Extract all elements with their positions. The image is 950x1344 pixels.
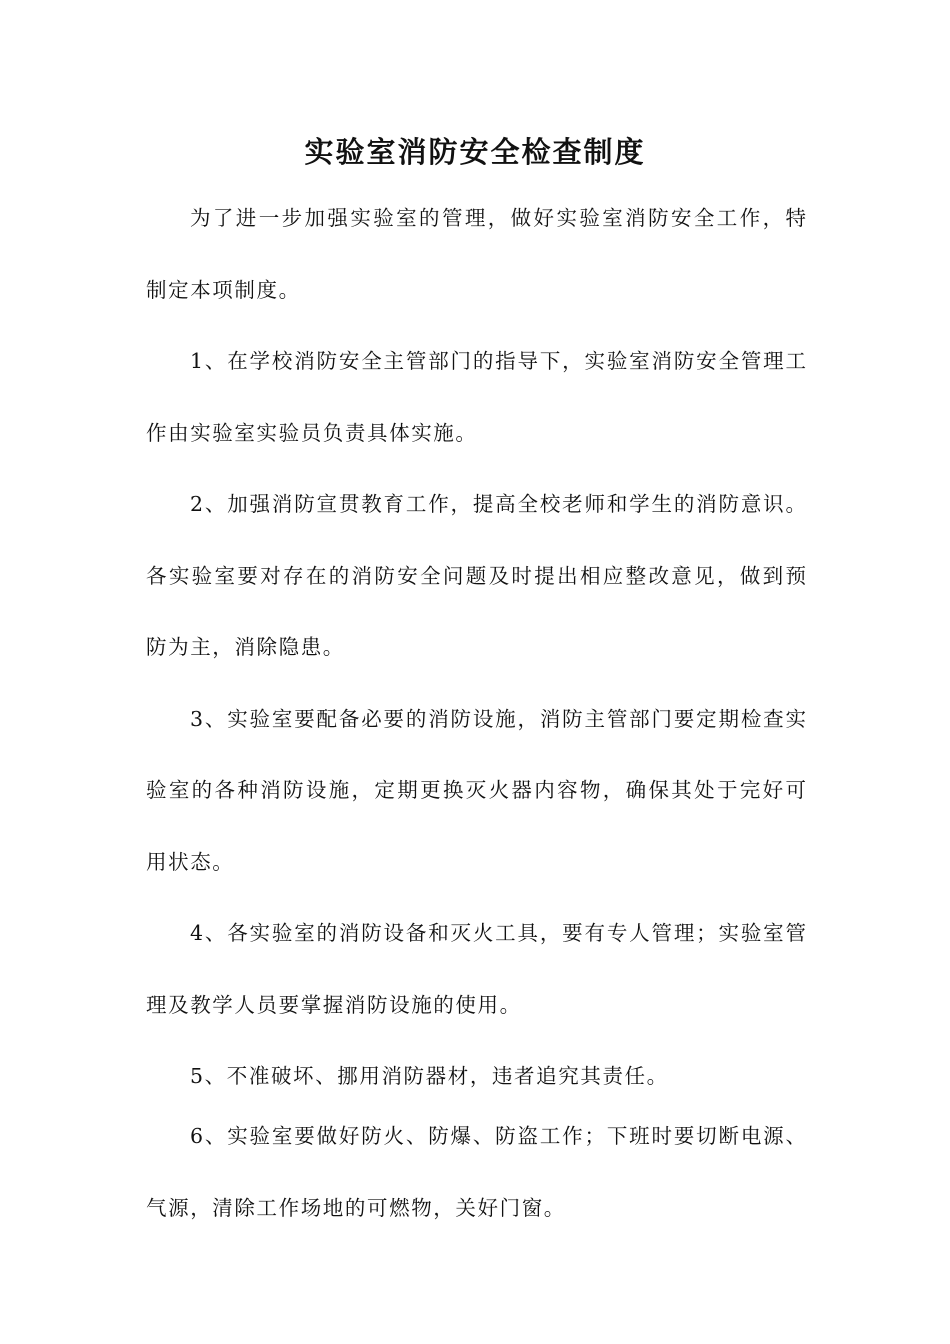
intro-paragraph (146, 201, 806, 344)
document-title: 实验室消防安全检查制度 (304, 135, 646, 169)
item-1-line-2: 作由实验室实验员负责具体实施。 (146, 420, 478, 445)
item-1-line-1: 1、在学校消防安全主管部门的指导下，实验室消防安全管理工 (190, 349, 806, 373)
document-body (146, 201, 806, 1262)
item-3-line-2: 验室的各种消防设施，定期更换灭火器内容物，确保其处于完好可 (146, 778, 806, 802)
item-6-paragraph (146, 1119, 806, 1262)
item-3-line-3: 用状态。 (146, 849, 235, 874)
item-6-line-1: 6、实验室要做好防火、防爆、防盗工作；下班时要切断电源、 (190, 1124, 806, 1148)
item-4-paragraph (146, 916, 806, 1059)
item-1-paragraph (146, 344, 806, 487)
item-4-line-1: 4、各实验室的消防设备和灭火工具，要有专人管理；实验室管 (190, 921, 806, 945)
intro-line-1: 为了进一步加强实验室的管理，做好实验室消防安全工作，特 (190, 206, 806, 230)
item-6-line-2: 气源，清除工作场地的可燃物，关好门窗。 (146, 1195, 566, 1220)
item-2-line-1: 2、加强消防宣贯教育工作，提高全校老师和学生的消防意识。 (190, 492, 806, 516)
item-3-paragraph (146, 702, 806, 917)
item-2-line-2: 各实验室要对存在的消防安全问题及时提出相应整改意见，做到预 (146, 563, 806, 588)
item-3-line-1: 3、实验室要配备必要的消防设施，消防主管部门要定期检查实 (190, 706, 806, 731)
item-5-line-1: 5、不准破坏、挪用消防器材，违者追究其责任。 (190, 1064, 669, 1088)
item-5-paragraph (146, 1059, 806, 1119)
intro-line-2: 制定本项制度。 (146, 277, 301, 302)
item-2-line-3: 防为主，消除隐患。 (146, 635, 345, 659)
item-2-paragraph (146, 487, 806, 702)
item-4-line-2: 理及教学人员要掌握消防设施的使用。 (146, 992, 522, 1017)
